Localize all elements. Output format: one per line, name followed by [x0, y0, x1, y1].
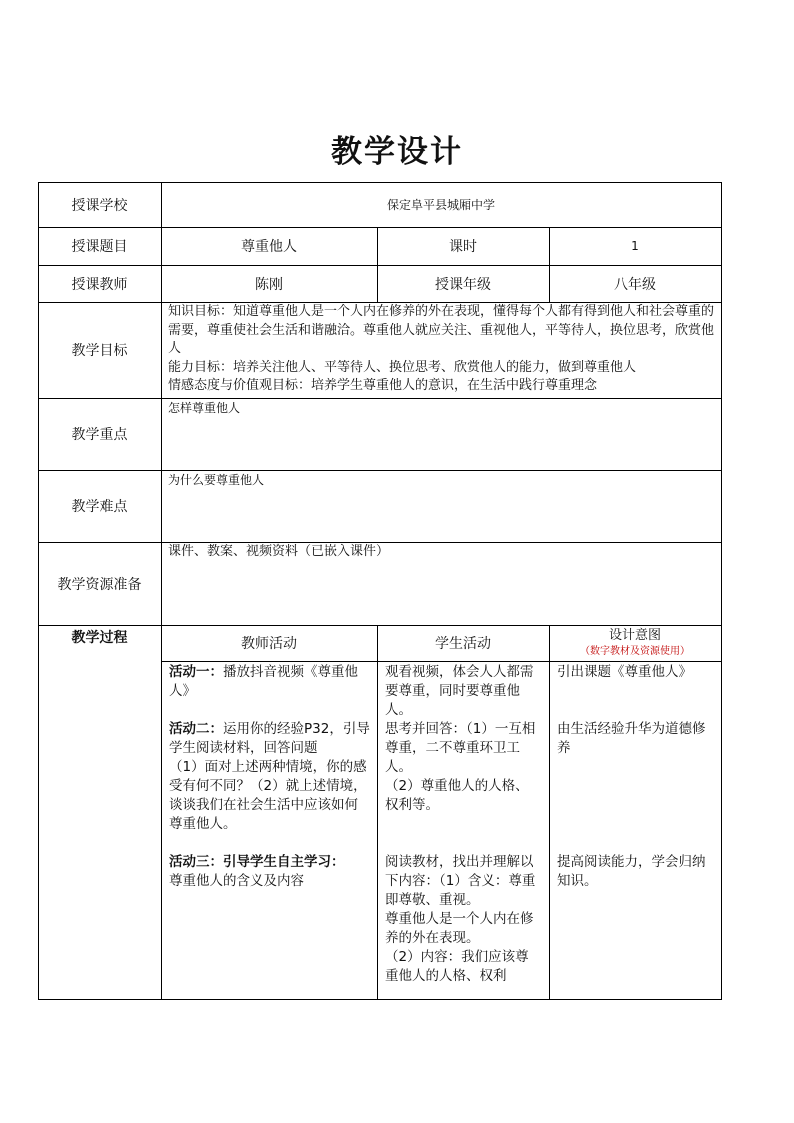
- design-intents: [550, 663, 721, 891]
- key-value: 怎样尊重他人: [168, 401, 241, 415]
- student-activities: [378, 663, 549, 986]
- student-activity-3: 阅读教材，找出并理解以下内容：（1）含义：尊重即尊敬、重视。: [385, 854, 536, 908]
- key-label: 教学重点: [71, 427, 128, 443]
- grade-label: 授课年级: [435, 276, 491, 293]
- activity-1-text: 播放抖音视频《尊重他人》: [169, 664, 358, 699]
- student-activity-3c: （2）内容：我们应该尊重他人的人格、权利: [385, 949, 529, 984]
- activity-1-title: 活动一：: [169, 664, 223, 680]
- activity-2-title: 活动二：: [169, 721, 223, 737]
- activity-2: [169, 720, 370, 758]
- intent-2: 由生活经验升华为道德修养: [557, 721, 706, 756]
- col-intent-title: 设计意图: [608, 628, 661, 643]
- objective-knowledge: 知识目标：知道尊重他人是一个人内在修养的外在表现，懂得每个人都有得到他人和社会尊重的需要，尊重使社会生活和谐融洽。尊重他人就应关注、重视他人，平等待人，换位思考，欣赏他人: [168, 304, 715, 356]
- difficulty-value: 为什么要尊重他人: [168, 473, 265, 487]
- objective-values: 情感态度与价值观目标：培养学生尊重他人的意识，在生活中践行尊重理念: [168, 378, 598, 393]
- teacher-label: 授课教师: [71, 276, 128, 293]
- objective-ability: 能力目标：培养关注他人、平等待人、换位思考、欣赏他人的能力，做到尊重他人: [168, 359, 637, 375]
- difficulty-label: 教学难点: [71, 499, 128, 515]
- activity-2-questions: （1）面对上述两种情境，你的感受有何不同？（2）就上述情境，谈谈我们在社会生活中应该如何尊重他人。: [169, 759, 367, 832]
- objectives-text: [162, 303, 721, 398]
- student-activity-2b: （2）尊重他人的人格、权利等。: [385, 778, 529, 813]
- col-intent-header: [549, 626, 721, 661]
- col-teacher-header: 教师活动: [241, 636, 297, 652]
- col-student-header: 学生活动: [435, 636, 491, 652]
- resources-value: 课件、教案、视频资料（已嵌入课件）: [168, 544, 390, 559]
- topic-value: 尊重他人: [241, 239, 297, 255]
- teacher-value: 陈刚: [255, 276, 283, 293]
- school-value: 保定阜平县城厢中学: [386, 198, 495, 212]
- topic-label: 授课题目: [71, 239, 128, 255]
- col-intent-note: （数字教材及资源使用）: [580, 646, 690, 657]
- hours-label: 课时: [449, 239, 477, 255]
- objectives-label: 教学目标: [71, 343, 128, 359]
- student-activity-3b: 尊重他人是一个人内在修养的外在表现。: [385, 911, 534, 946]
- activity-2-text: 运用你的经验P32，引导学生阅读材料，回答问题: [169, 721, 370, 756]
- grade-value: 八年级: [614, 276, 656, 293]
- lesson-plan-table: [38, 182, 722, 1000]
- document-title: 教学设计: [331, 134, 463, 170]
- activity-1: [169, 663, 370, 701]
- intent-1: 引出课题《尊重他人》: [557, 664, 692, 680]
- intent-3: 提高阅读能力，学会归纳知识。: [557, 854, 706, 889]
- resources-label: 教学资源准备: [57, 576, 142, 593]
- student-activity-2: 思考并回答：（1）一互相尊重，二不尊重环卫工人。: [385, 721, 536, 775]
- process-label: 教学过程: [71, 630, 128, 646]
- school-label: 授课学校: [71, 197, 128, 214]
- activity-3-text: 尊重他人的含义及内容: [169, 873, 304, 889]
- student-activity-1: 观看视频，体会人人都需要尊重，同时要尊重他人。: [385, 664, 534, 718]
- hours-value: 1: [631, 239, 639, 253]
- teacher-activities: [162, 663, 377, 891]
- activity-3-title: 活动三：引导学生自主学习：: [169, 854, 345, 870]
